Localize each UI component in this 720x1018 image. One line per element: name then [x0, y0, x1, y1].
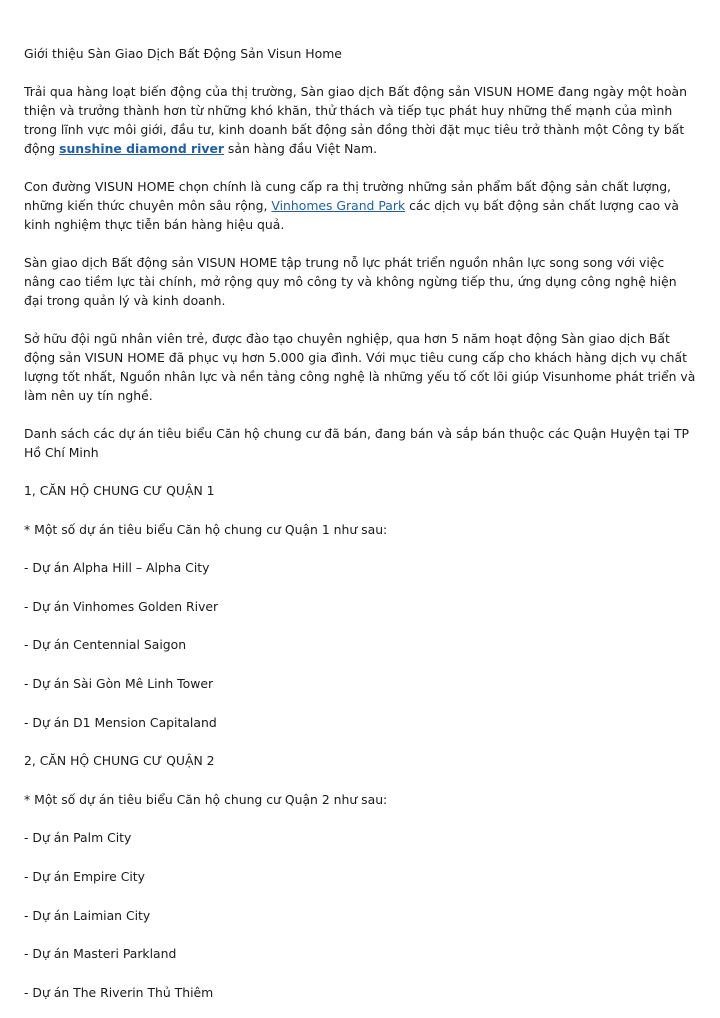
intro-paragraph [24, 82, 698, 158]
list-item: - Dự án Alpha Hill – Alpha City [24, 560, 210, 576]
list-item: - Dự án Sài Gòn Mê Linh Tower [24, 675, 214, 691]
section-intro-district-1: * Một số dự án tiêu biểu Căn hộ chung cư Quận 1 như sau: [24, 521, 388, 537]
focus-paragraph: Sàn giao dịch Bất động sản VISUN HOME tập trung nỗ lực phát triển nguồn nhân lực song song với việc nâng cao tiềm lực tài chính, mở rộng quy mô công ty và không ngừng tiếp thu, ứng dụng công nghệ hiện đại trong quản lý và kinh doanh. [24, 255, 677, 308]
list-item: - Dự án Masteri Parkland [24, 946, 177, 962]
page-title: Giới thiệu Sàn Giao Dịch Bất Động Sản Visun Home [24, 46, 342, 61]
section-intro-district-2: * Một số dự án tiêu biểu Căn hộ chung cư Quận 2 như sau: [24, 791, 388, 807]
list-item: - Dự án Empire City [24, 868, 146, 884]
section-heading-district-1: 1, CĂN HỘ CHUNG CƯ QUẬN 1 [24, 483, 215, 498]
list-item: - Dự án Palm City [24, 830, 132, 846]
intro-text-before: Trải qua hàng loạt biến động của thị trường, Sàn giao dịch Bất động sản VISUN HOME đang ngày một hoàn thiện và trưởng thành hơn từ những khó khăn, thử thách và tiếp tục phát huy những thế mạnh của mình trong lĩnh vực môi giới, đầu tư, kinh doanh bất động sản đồng thời đặt mục tiêu trở thành một Công ty bất động [24, 84, 687, 156]
list-item: - Dự án The Riverin Thủ Thiêm [24, 984, 214, 1000]
list-item: - Dự án Laimian City [24, 907, 151, 923]
team-paragraph: Sở hữu đội ngũ nhân viên trẻ, được đào tạo chuyên nghiệp, qua hơn 5 năm hoạt động Sàn giao dịch Bất động sản VISUN HOME đã phục vụ hơn 5.000 gia đình. Với mục tiêu cung cấp cho khách hàng dịch vụ chất lượng tốt nhất, Nguồn nhân lực và nền tảng công nghệ là những yếu tố cốt lõi giúp Visunhome phát triển và làm nên uy tín nghề. [24, 331, 696, 403]
path-text-before: Con đường VISUN HOME chọn chính là cung cấp ra thị trường những sản phẩm bất động sản chất lượng, những kiến thức chuyên môn sâu rộng, [24, 179, 671, 213]
path-paragraph [24, 177, 698, 234]
list-item: - Dự án D1 Mension Capitaland [24, 714, 217, 730]
path-text-after: các dịch vụ bất động sản chất lượng cao và kinh nghiệm thực tiễn bán hàng hiệu quả. [24, 198, 679, 232]
sunshine-diamond-river-link[interactable]: sunshine diamond river [59, 141, 224, 156]
intro-text-after: sản hàng đầu Việt Nam. [223, 141, 378, 156]
projects-list-intro: Danh sách các dự án tiêu biểu Căn hộ chung cư đã bán, đang bán và sắp bán thuộc các Quận Huyện tại TP Hồ Chí Minh [24, 426, 690, 460]
vinhomes-grand-park-link[interactable]: Vinhomes Grand Park [271, 198, 406, 213]
section-heading-district-2: 2, CĂN HỘ CHUNG CƯ QUẬN 2 [24, 753, 215, 769]
list-item: - Dự án Vinhomes Golden River [24, 598, 219, 614]
list-item: - Dự án Centennial Saigon [24, 637, 187, 653]
